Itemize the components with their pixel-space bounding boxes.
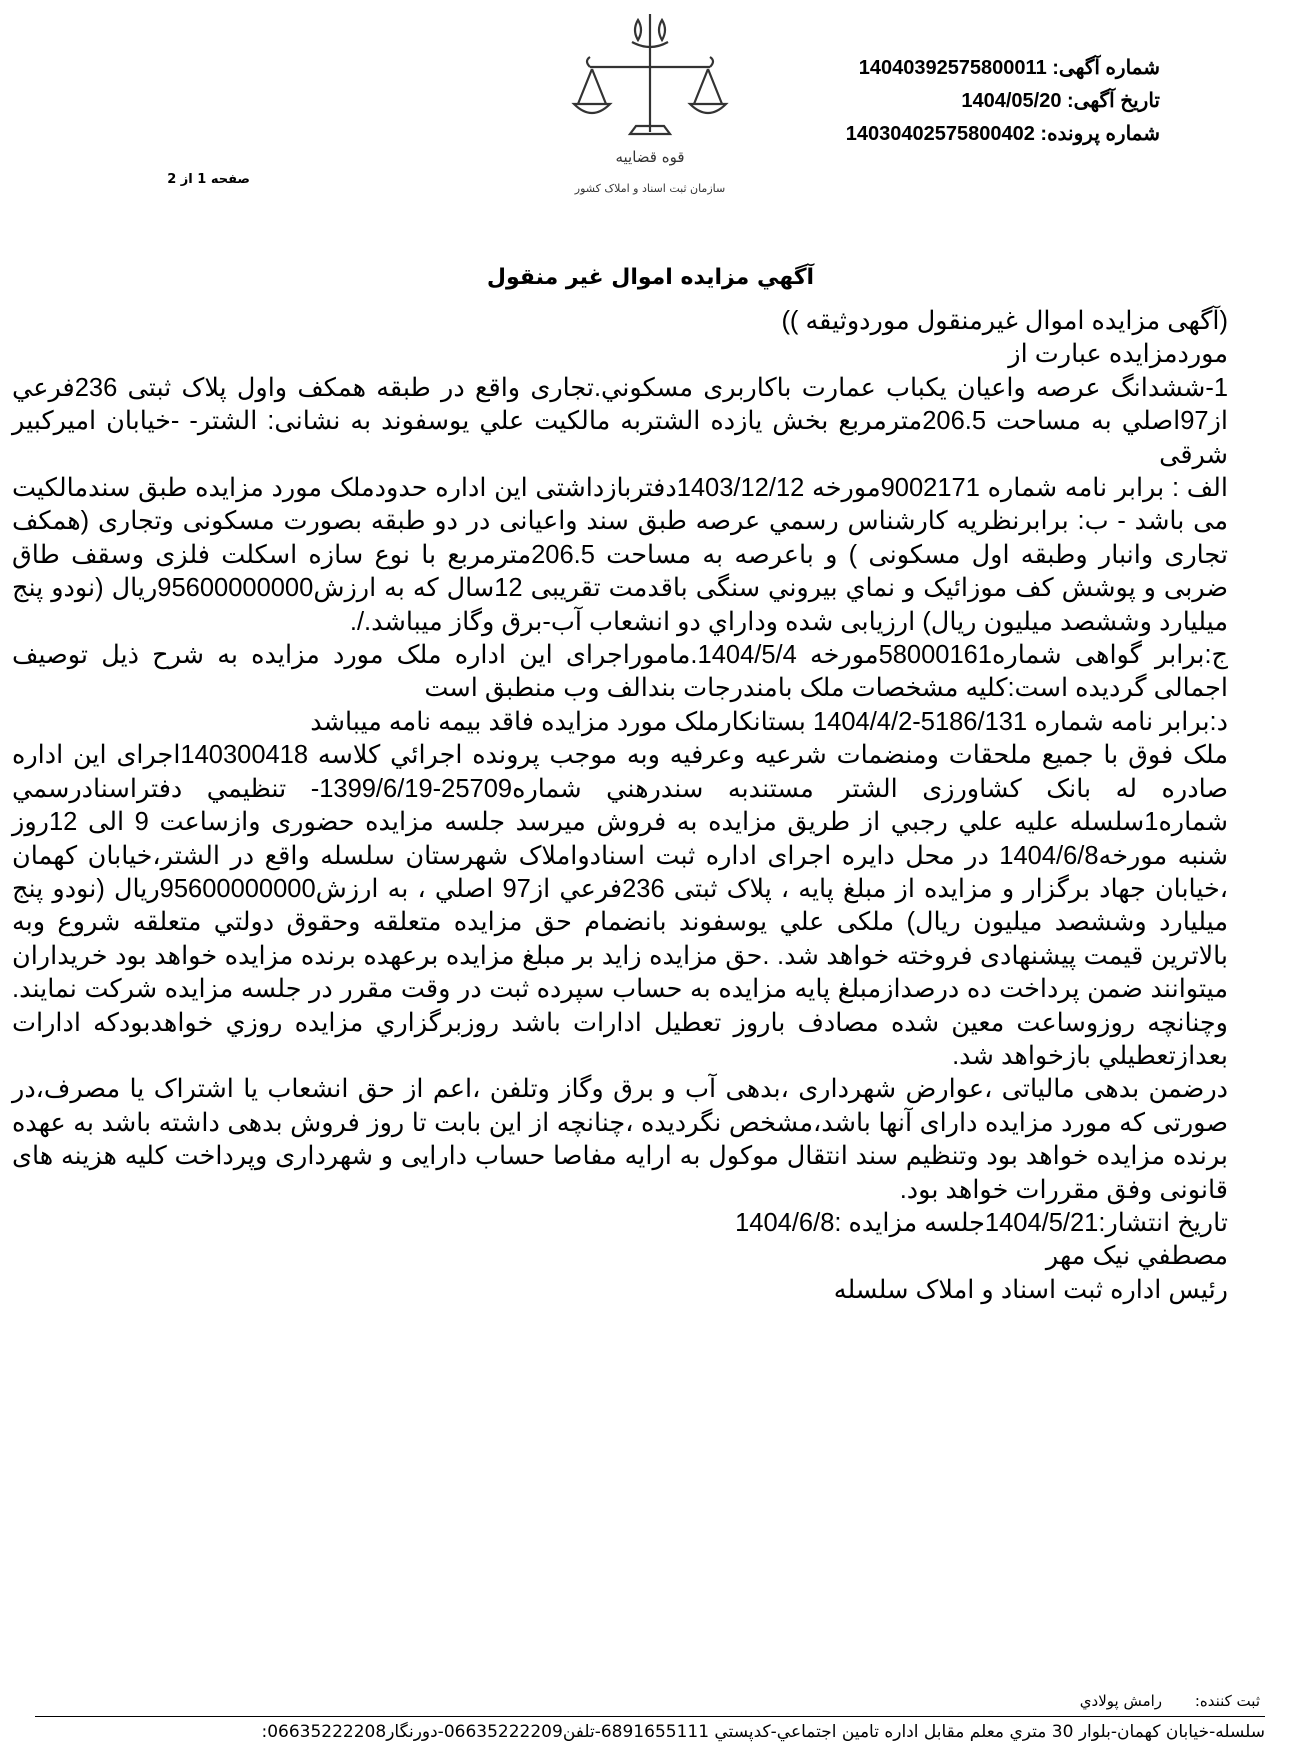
insurance-clause: د:برابر نامه شماره 5186/131-1404/4/2 بستانكارملک مورد مزايده فاقد بيمه نامه ميباشد [310, 707, 1228, 736]
ad-date: 1404/05/20 [961, 90, 1062, 112]
signatory-name: مصطفي نيک مهر [1045, 1242, 1228, 1271]
page-indicator: صفحه 1 از 2 [167, 172, 250, 187]
announcement-body [12, 305, 1228, 1307]
document-title: آگهي مزايده اموال غير منقول [486, 265, 815, 290]
publication-dates: تاريخ انتشار:1404/5/21جلسه مزايده :1404/6/8 [735, 1208, 1228, 1237]
case-number-label: شماره پرونده: [1040, 123, 1160, 145]
judiciary-emblem [570, 12, 730, 217]
emblem-caption-judiciary: قوه قضاییه [615, 148, 685, 166]
ad-date-row [820, 85, 1160, 118]
office-address-footer: سلسله-خيابان كهمان-بلوار 30 متري معلم مقابل اداره تامين اجتماعي-كدپستي 6891655111-تلفن06635222209-دورنگار06635222208: [261, 1722, 1265, 1742]
case-number-row [820, 118, 1160, 151]
scales-of-justice-icon [570, 12, 730, 217]
registrar-name: رامش پولادي [1079, 1692, 1163, 1710]
auction-terms: ملک فوق با جميع ملحقات ومنضمات شرعيه وعرفيه وبه موجب پرونده اجرائي كلاسه 140300418اجرای اين اداره صادره له بانک كشاورزی الشتر مستندبه سندرهني شماره25709-1399/6/19- تنظيمي دفتراسنادرسمي شماره1سلسله عليه علي رجبي از طريق مزايده به فروش ميرسد جلسه مزايده حضوری وازساعت 9 الی 12روز شنبه مورخه1404/6/8 در محل دايره اجرای اداره ثبت اسنادواملاک شهرستان سلسله واقع در الشتر،خيابان كهمان ،خيابان جهاد برگزار و مزايده از مبلغ پايه ، پلاک ثبتی 236فرعي از97 اصلي ، به ارزش95600000000ريال (نودو پنج ميليارد وششصد ميليون ريال) ملكی علي يوسفوند بانضمام حق مزايده متعلقه وحقوق دولتي متعلقه شروع وبه بالاترين قيمت پيشنهادی فروخته خواهد شد. .حق مزايده زايد بر مبلغ مزايده برعهده برنده مزايده خواهد بود خريداران ميتوانند ضمن پرداخت ده درصدازمبلغ پايه مزايده به حساب سپرده ثبت در وقت مقرر در جلسه مزايده شركت نمايند. وچنانچه روزوساعت معين شده مصادف باروز تعطيل ادارات باشد روزبرگزاري مزايده روزي خواهدبودكه ادارات بعدازتعطيلي بازخواهد شد. [12, 741, 1229, 1070]
emblem-caption-registry: سازمان ثبت اسناد و املاک کشور [574, 182, 726, 195]
valuation-clause: الف : برابر نامه شماره 9002171مورخه 1403/12/12دفتربازداشتی اين اداره حدودملک مورد مزايده طبق سندمالكيت می باشد - ب: برابرنظريه كارشناس رسمي عرصه طبق سند واعيانی در دو طبقه بصورت مسکونی وتجاری (همكف تجاری وانبار وطبقه اول مسكونی ) و باعرصه به مساحت 206.5مترمربع با نوع سازه اسكلت فلزی وسقف طاق ضربی و پوشش كف موزائيک و نماي بيروني سنگی باقدمت تقريبی 12سال كه به ارزش95600000000ريال (نودو پنج ميليارد وششصد ميليون ريال) ارزيابی شده وداراي دو انشعاب آب-برق وگاز ميباشد./. [12, 474, 1229, 636]
footer-divider [35, 1716, 1265, 1717]
ad-metadata [820, 52, 1160, 151]
debts-clause: درضمن بدهی مالياتی ،عوارض شهرداری ،بدهی آب و برق وگاز وتلفن ،اعم از حق انشعاب يا اشتراک يا مصرف،در صورتی كه مورد مزايده دارای آنها باشد،مشخص نگرديده ،چنانچه از اين بابت تا روز فروش بدهی داشته باشد به عهده برنده مزايده خواهد بود وتنظيم سند انتقال موكول به ارايه مفاصا حساب دارايی و شهرداری وپرداخت كليه هزينه های قانونی وفق مقررات خواهد بود. [12, 1075, 1229, 1204]
case-number: 14030402575800402 [845, 123, 1035, 145]
property-description: 1-ششدانگ عرصه واعيان يكباب عمارت باكاربری مسکوني.تجاری واقع در طبقه همكف واول پلاک ثبتی 236فرعي از97اصلي به مساحت 206.5مترمربع بخش يازده الشتربه مالكيت علي يوسفوند به نشانی: الشتر- -خيابان اميركبير شرقی [12, 373, 1228, 469]
registrar [950, 1692, 1260, 1710]
subtitle: (آگهی مزایده اموال غیرمنقول موردوثیقه )) [781, 307, 1228, 335]
ad-number: 14040392575800011 [858, 57, 1047, 79]
ad-number-row [820, 52, 1160, 85]
ad-number-label: شماره آگهی: [1052, 57, 1160, 79]
certificate-clause: ج:برابر گواهی شماره58000161مورخه 1404/5/4.ماموراجرای اين اداره ملک مورد مزايده به شرح ذيل توصيف اجمالی گرديده است:كليه مشخصات ملک بامندرجات بندالف وب منطبق است [12, 641, 1228, 703]
signatory-title: رئيس اداره ثبت اسناد و املاک سلسله [833, 1275, 1228, 1304]
subject-heading: موردمزایده عبارت از [1008, 340, 1228, 369]
registrar-label: ثبت كننده: [1194, 1692, 1260, 1710]
ad-date-label: تاریخ آگهی: [1067, 90, 1160, 112]
